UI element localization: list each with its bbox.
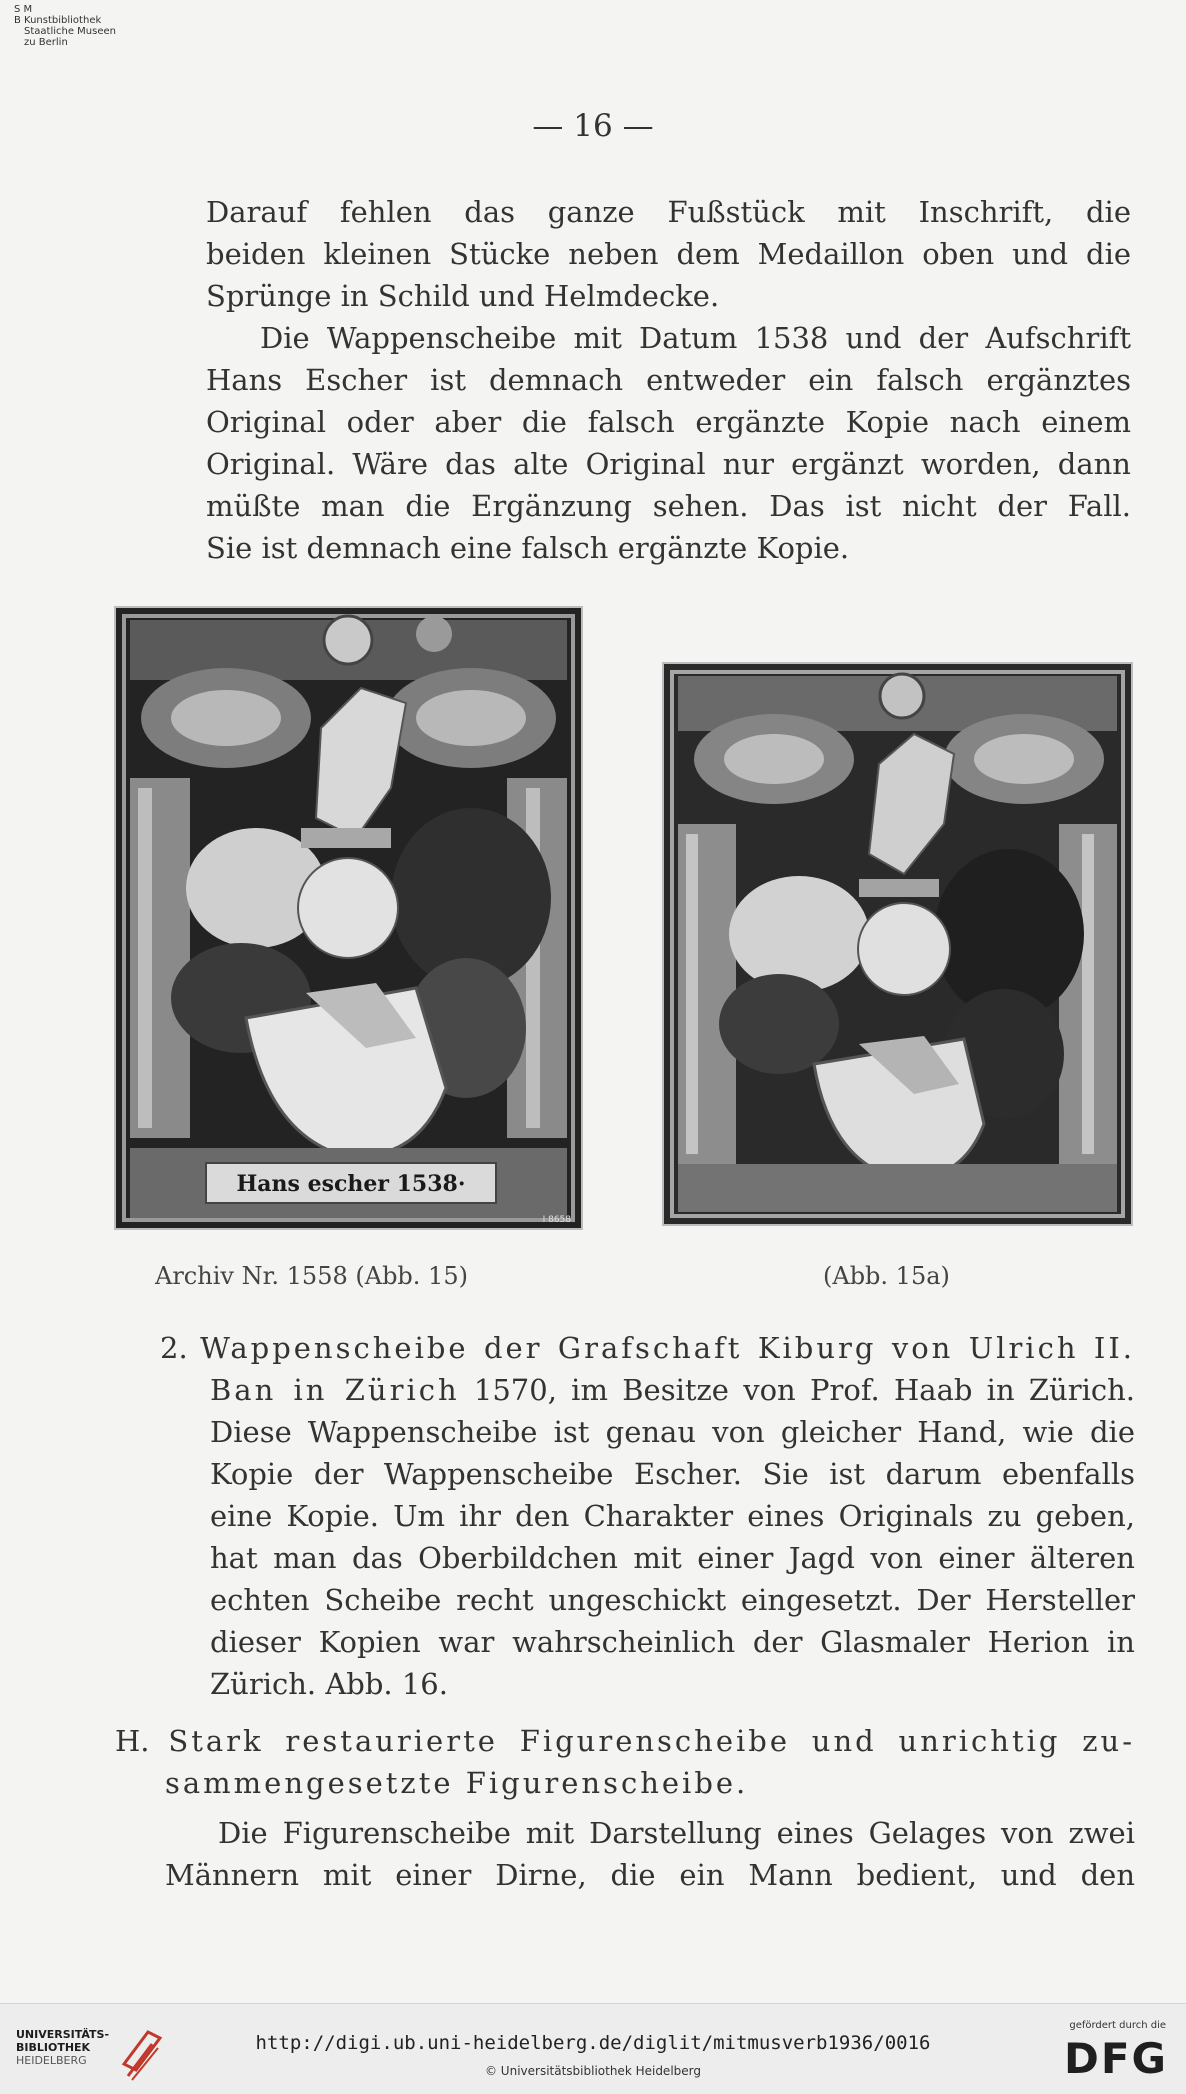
stamp-line: Staatliche Museen <box>24 26 116 37</box>
dfg-logo[interactable]: DFG <box>1063 2034 1168 2083</box>
item-heading-cont: Ban in Zürich <box>210 1373 460 1407</box>
logo-line: UNIVERSITÄTS- <box>16 2028 110 2041</box>
item-heading: Wappenscheibe der Grafschaft Kiburg von Ulrich II. <box>200 1331 1136 1365</box>
paragraph-1-cont <box>206 233 1131 317</box>
text-line: Zürich. Abb. 16. <box>210 1667 448 1701</box>
section-heading: Stark restaurierte Figurenscheibe und unrichtig zu- <box>168 1724 1135 1758</box>
text-line: Die Wappenscheibe mit Datum 1538 und der Aufschrift <box>260 321 1131 355</box>
section-h-heading-cont <box>165 1762 1135 1804</box>
stained-glass-photo-comparison <box>662 662 1133 1226</box>
stained-glass-photo-escher <box>114 606 583 1230</box>
text-line <box>160 1327 1135 1369</box>
section-heading-cont: sammengesetzte Figurenscheibe. <box>165 1766 749 1800</box>
text-line: Original oder aber die falsch ergänzte Kopie nach einem <box>206 405 1131 439</box>
stamp-line: zu Berlin <box>24 37 68 48</box>
logo-line: BIBLIOTHEK <box>16 2041 91 2054</box>
paragraph-2-first <box>260 317 1131 359</box>
figure-caption-left: Archiv Nr. 1558 (Abb. 15) <box>155 1262 468 1290</box>
item-number: 2. <box>160 1331 188 1365</box>
text-line <box>210 1369 1135 1411</box>
paragraph-4-first <box>218 1812 1135 1854</box>
text-line: Darauf fehlen das ganze Fußstück mit Inschrift, die <box>206 195 1131 229</box>
text-line: Kopie der Wappenscheibe Escher. Sie ist darum ebenfalls <box>210 1457 1135 1491</box>
section-h-heading <box>115 1720 1135 1762</box>
stamp-line: B Kunstbibliothek <box>14 15 102 26</box>
section-letter: H. <box>115 1724 150 1758</box>
text-line: beiden kleinen Stücke neben dem Medaillon oben und die <box>206 237 1131 271</box>
text-line: eine Kopie. Um ihr den Charakter eines Originals zu geben, <box>210 1499 1135 1533</box>
text-line: Sie ist demnach eine falsch ergänzte Kopie. <box>206 531 850 565</box>
item-2-heading <box>160 1327 1135 1369</box>
page-number: — 16 — <box>532 108 654 144</box>
inscription-text: Hans escher 1538· <box>236 1171 466 1197</box>
text-line: Hans Escher ist demnach entweder ein falsch ergänztes <box>206 363 1131 397</box>
library-stamp <box>14 4 116 48</box>
paragraph-1 <box>206 191 1131 233</box>
funding-note: gefördert durch die <box>1069 2020 1166 2031</box>
stamp-line: S M <box>14 4 33 15</box>
copyright-notice: © Universitätsbibliothek Heidelberg <box>484 2064 701 2078</box>
plate-mark: I 8658 <box>542 1215 571 1225</box>
footer-bar <box>0 2003 1186 2094</box>
text-line <box>115 1720 1135 1762</box>
text-line: Sprünge in Schild und Helmdecke. <box>206 279 720 313</box>
paragraph-4 <box>165 1854 1135 1896</box>
item-2-body <box>210 1369 1135 1705</box>
paragraph-2 <box>206 359 1131 569</box>
stained-glass-illustration-b <box>664 664 1131 1224</box>
stained-glass-illustration <box>116 608 581 1228</box>
text-line: Original. Wäre das alte Original nur ergänzt worden, dann <box>206 447 1131 481</box>
item-text: 1570, im Besitze von Prof. Haab in Zürich. <box>473 1373 1135 1407</box>
text-line: müßte man die Ergänzung sehen. Das ist nicht der Fall. <box>206 489 1131 523</box>
figure-caption-right: (Abb. 15a) <box>823 1262 950 1290</box>
text-line: Männern mit einer Dirne, die ein Mann bedient, und den <box>165 1858 1135 1892</box>
text-line: dieser Kopien war wahrscheinlich der Glasmaler Herion in <box>210 1625 1135 1659</box>
text-line: echten Scheibe recht ungeschickt eingesetzt. Der Hersteller <box>210 1583 1135 1617</box>
text-line: Die Figurenscheibe mit Darstellung eines Gelages von zwei <box>218 1816 1135 1850</box>
permalink-url[interactable]: http://digi.ub.uni-heidelberg.de/diglit/mitmusverb1936/0016 <box>255 2032 931 2054</box>
text-line: Diese Wappenscheibe ist genau von gleicher Hand, wie die <box>210 1415 1135 1449</box>
text-line: hat man das Oberbildchen mit einer Jagd von einer älteren <box>210 1541 1135 1575</box>
logo-line: HEIDELBERG <box>16 2054 87 2067</box>
